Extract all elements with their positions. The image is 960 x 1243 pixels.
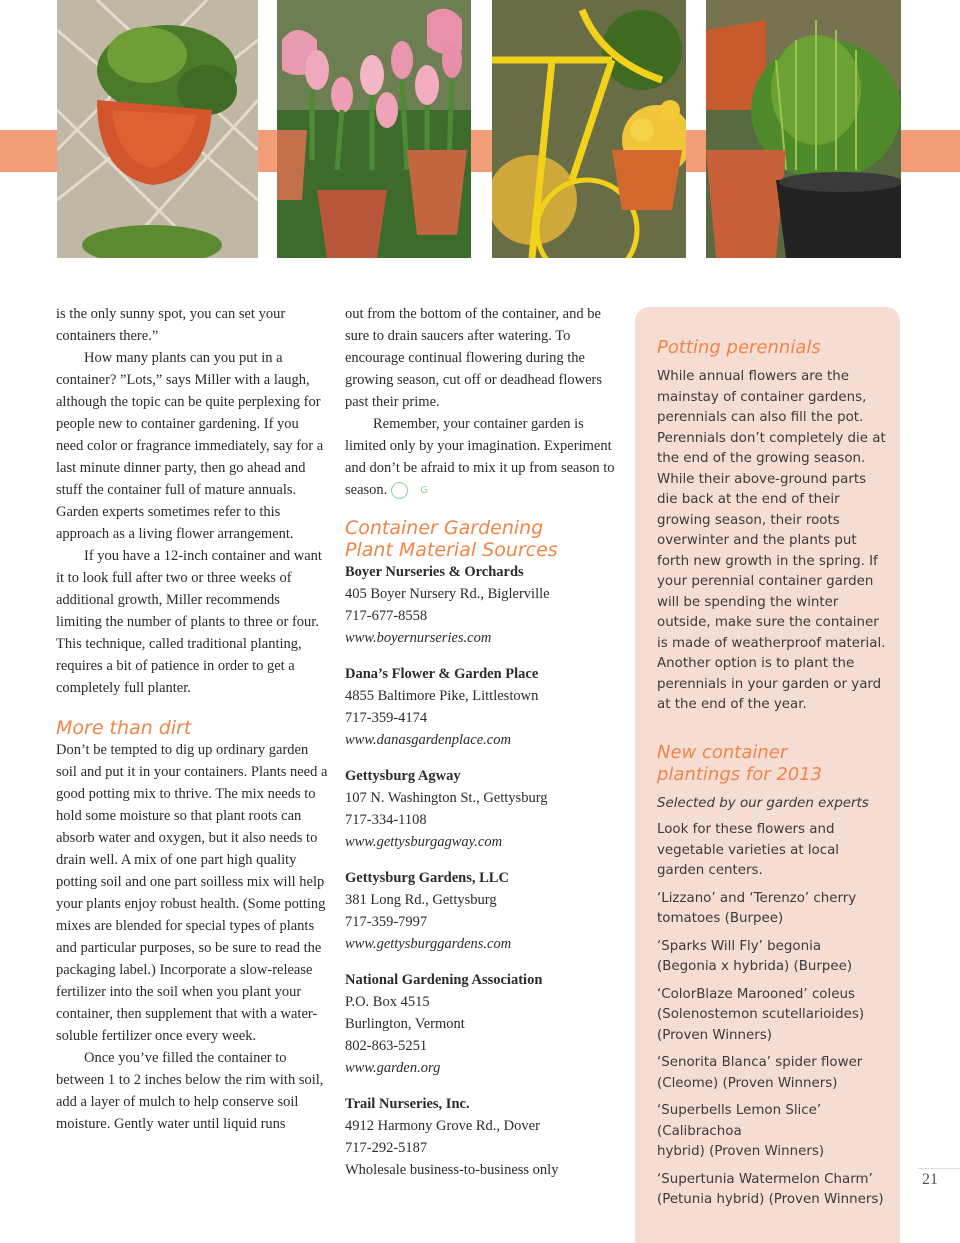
photo-hanging-pot	[57, 0, 258, 258]
heading-line: plantings for 2013	[657, 763, 823, 785]
plant-detail: (Cleome) (Proven Winners)	[657, 1075, 838, 1091]
photo-herb-pots	[706, 0, 901, 258]
source-website[interactable]: www.gettysburgagway.com	[345, 834, 503, 850]
source-name: Boyer Nurseries & Orchards	[345, 564, 524, 580]
source-website[interactable]: www.danasgardenplace.com	[345, 732, 511, 748]
source-entry	[345, 867, 615, 955]
article-column-2	[345, 303, 615, 1195]
page-number: 21	[922, 1171, 938, 1188]
paragraph	[345, 413, 615, 501]
source-note: Wholesale business-to-business only	[345, 1162, 559, 1178]
source-address: P.O. Box 4515	[345, 994, 430, 1010]
sidebar-paragraph: While annual flowers are the mainstay of container gardens, perennials can also fill the pot. Perennials don’t completely die at the end of the growing season. While their above-ground parts die back at the end of their growing season, their roots overwinter and the plants put forth new growth in the spring. If your perennial container garden will be spending the winter outside, make sure the container is made of weatherproof material. Another option is to plant the perennials in your garden or yard at the end of the year.	[657, 369, 886, 712]
plant-name: ‘Sparks Will Fly’ begonia	[657, 938, 822, 954]
plant-name: ‘Lizzano’ and ‘Terenzo’ cherry	[657, 890, 857, 906]
plant-detail: tomatoes (Burpee)	[657, 911, 784, 926]
sidebar-heading-new-plantings	[657, 742, 889, 786]
plant-detail: (Begonia x hybrida) (Burpee)	[657, 959, 853, 974]
plant-item	[657, 985, 889, 1047]
plant-name: ‘Supertunia Watermelon Charm’	[657, 1171, 873, 1187]
photo-yellow-bicycle	[492, 0, 686, 258]
plant-detail: (Petunia hybrid) (Proven Winners)	[657, 1192, 884, 1207]
paragraph-text: Remember, your container garden is limited only by your imagination. Experiment and don’t be afraid to mix it up from season to season.	[345, 416, 615, 498]
end-mark-icon: G	[391, 482, 408, 499]
section-heading-more-than-dirt: More than dirt	[56, 717, 192, 739]
source-phone: 717-359-4174	[345, 710, 428, 726]
source-phone: 717-334-1108	[345, 812, 427, 828]
plant-name: ‘ColorBlaze Marooned’ coleus	[657, 986, 855, 1002]
heading-line: Container Gardening	[345, 517, 544, 539]
heading-line: New container	[657, 741, 788, 763]
source-website[interactable]: www.boyernurseries.com	[345, 630, 492, 646]
photo-pink-tulips	[277, 0, 471, 258]
page-number-rule	[918, 1168, 960, 1169]
plant-name: ‘Senorita Blanca’ spider flower	[657, 1055, 863, 1070]
source-name: Gettysburg Agway	[345, 768, 461, 784]
plant-detail: (Solenostemon scutellarioides) (Proven Winners)	[657, 1007, 865, 1043]
paragraph: How many plants can you put in a container? ”Lots,” says Miller with a laugh, although the topic can be quite perplexing for people new to container gardening. If you need color or fragrance immediately, say for a last minute dinner party, then go ahead and stuff the container full of mature annuals. Garden experts sometimes refer to this approach as a living flower arrangement.	[56, 350, 324, 542]
source-entry	[345, 561, 615, 649]
source-address-line2: Burlington, Vermont	[345, 1016, 465, 1032]
source-address: 381 Long Rd., Gettysburg	[345, 892, 497, 908]
plant-item	[657, 1101, 889, 1163]
source-name: Trail Nurseries, Inc.	[345, 1096, 470, 1112]
source-phone: 717-677-8558	[345, 608, 428, 624]
article-column-1	[56, 303, 328, 1135]
sidebar-heading-potting-perennials: Potting perennials	[657, 337, 821, 358]
plant-detail: hybrid) (Proven Winners)	[657, 1144, 825, 1159]
section-heading-sources	[345, 517, 615, 561]
plant-item	[657, 1053, 889, 1094]
source-phone: 802-863-5251	[345, 1038, 428, 1054]
source-website[interactable]: www.garden.org	[345, 1060, 441, 1076]
paragraph: Don’t be tempted to dig up ordinary garden soil and put it in your containers. Plants need a good potting mix to thrive. The mix needs to hold some moisture so that plant roots can absorb water and oxygen, but it also needs to drain well. A mix of one part high quality potting soil and one part soilless mix will help your plants enjoy robust health. (Some potting mixes are blended for special types of plants and particular purposes, so be sure to read the packaging label.) Incorporate a slow-release fertilizer into the soil when you plant your container, then supplement that with a water-soluble fertilizer once every week.	[56, 742, 328, 1044]
source-entry	[345, 765, 615, 853]
source-address: 4855 Baltimore Pike, Littlestown	[345, 688, 539, 704]
source-entry	[345, 1093, 615, 1181]
heading-line: Plant Material Sources	[345, 539, 558, 561]
source-address: 4912 Harmony Grove Rd., Dover	[345, 1118, 540, 1134]
source-entry	[345, 969, 615, 1079]
paragraph: out from the bottom of the container, and be sure to drain saucers after watering. To encourage continual flowering during the growing season, cut off or deadhead flowers past their prime.	[345, 306, 603, 410]
source-name: Gettysburg Gardens, LLC	[345, 870, 509, 886]
plant-item	[657, 889, 889, 930]
plant-name: ‘Superbells Lemon Slice’ (Calibrachoa	[657, 1103, 822, 1139]
source-name: National Gardening Association	[345, 972, 543, 988]
plant-item	[657, 937, 889, 978]
sidebar-intro: Look for these flowers and vegetable varieties at local garden centers.	[657, 822, 840, 878]
sidebar-subheading: Selected by our garden experts	[657, 795, 869, 811]
paragraph: If you have a 12-inch container and want it to look full after two or three weeks of additional growth, Miller recommends limiting the number of plants to three or four. This technique, called traditional planting, requires a bit of patience in order to get a completely full planter.	[56, 548, 322, 696]
source-entry	[345, 663, 615, 751]
source-name: Dana’s Flower & Garden Place	[345, 666, 539, 682]
paragraph: Once you’ve filled the container to between 1 to 2 inches below the rim with soil, add a layer of mulch to help conserve soil moisture. Gently water until liquid runs	[56, 1050, 324, 1132]
paragraph: is the only sunny spot, you can set your containers there.”	[56, 306, 286, 344]
source-website[interactable]: www.gettysburggardens.com	[345, 936, 512, 952]
source-phone: 717-359-7997	[345, 914, 428, 930]
source-phone: 717-292-5187	[345, 1140, 428, 1156]
source-address: 405 Boyer Nursery Rd., Biglerville	[345, 586, 550, 602]
plant-item	[657, 1170, 889, 1211]
source-address: 107 N. Washington St., Gettysburg	[345, 790, 548, 806]
sidebar-box	[635, 307, 900, 1243]
